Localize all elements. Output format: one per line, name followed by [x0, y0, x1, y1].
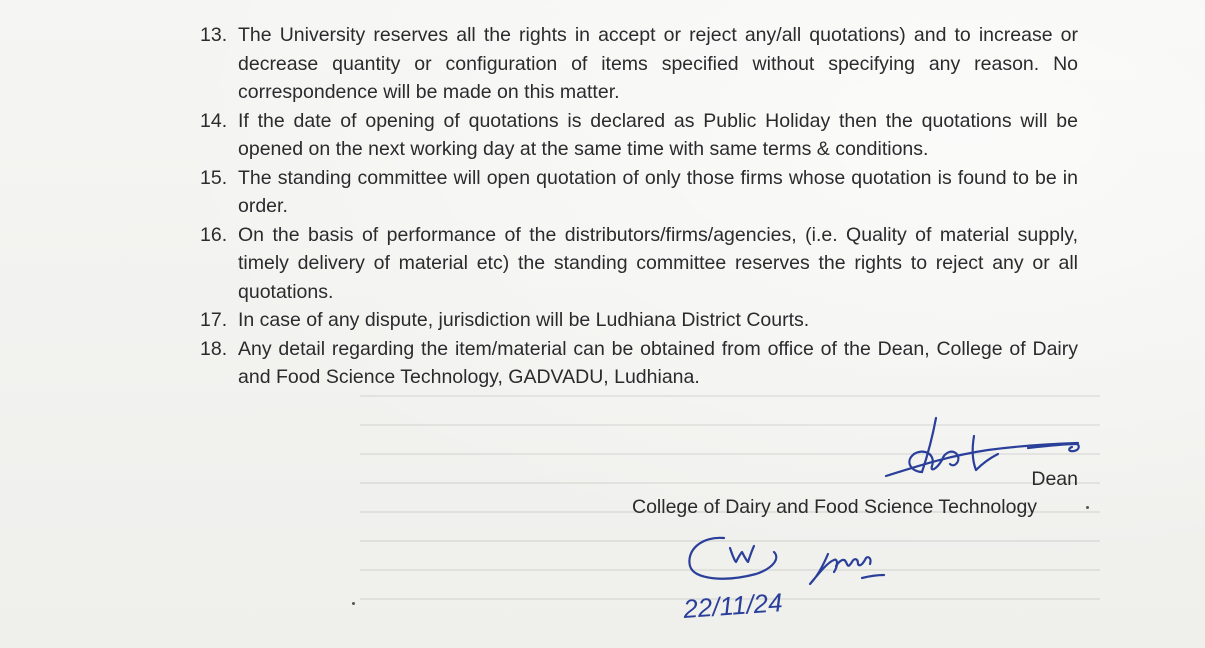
condition-text: The standing committee will open quotation of only those firms whose quotation is found to be in order.: [238, 166, 1078, 217]
condition-item: [200, 221, 1078, 307]
condition-text: In case of any dispute, jurisdiction will be Ludhiana District Courts.: [238, 309, 810, 331]
condition-number: 15.: [200, 166, 228, 189]
condition-number: 16.: [200, 223, 228, 246]
condition-text: If the date of opening of quotations is declared as Public Holiday then the quotations will be opened on the next working day at the same time with same terms & conditions.: [238, 109, 1078, 160]
signatory-college: College of Dairy and Food Science Technology: [632, 496, 1038, 518]
condition-item: [200, 21, 1078, 107]
paper-speck: [352, 602, 355, 605]
condition-item: [200, 335, 1078, 392]
handwritten-date: 22/11/24: [682, 587, 784, 624]
condition-number: 14.: [200, 109, 228, 132]
condition-number: 13.: [200, 24, 228, 46]
condition-text: Any detail regarding the item/material can be obtained from office of the Dean, College of Dairy and Food Science Technology, GADVADU, Ludhiana.: [238, 337, 1078, 388]
signatory-title: Dean: [1031, 468, 1078, 490]
condition-item: [200, 107, 1078, 164]
condition-number: 17.: [200, 309, 228, 331]
condition-number: 18.: [200, 337, 228, 360]
paper-speck: [1086, 506, 1089, 509]
condition-text: On the basis of performance of the distributors/firms/agencies, (i.e. Quality of material supply, timely delivery of material etc) the standing committee reserves the rights to reject any or all quotations.: [238, 223, 1078, 303]
signature-block: [560, 410, 1100, 640]
condition-item: [200, 164, 1078, 221]
approval-initials: [678, 528, 938, 638]
terms-conditions-list: [200, 21, 1078, 392]
condition-item: [200, 306, 1078, 335]
condition-text: The University reserves all the rights in accept or reject any/all quotations) and to increase or decrease quantity or configuration of items specified without specifying any reason. No correspondence will be made on this matter.: [238, 24, 1078, 103]
